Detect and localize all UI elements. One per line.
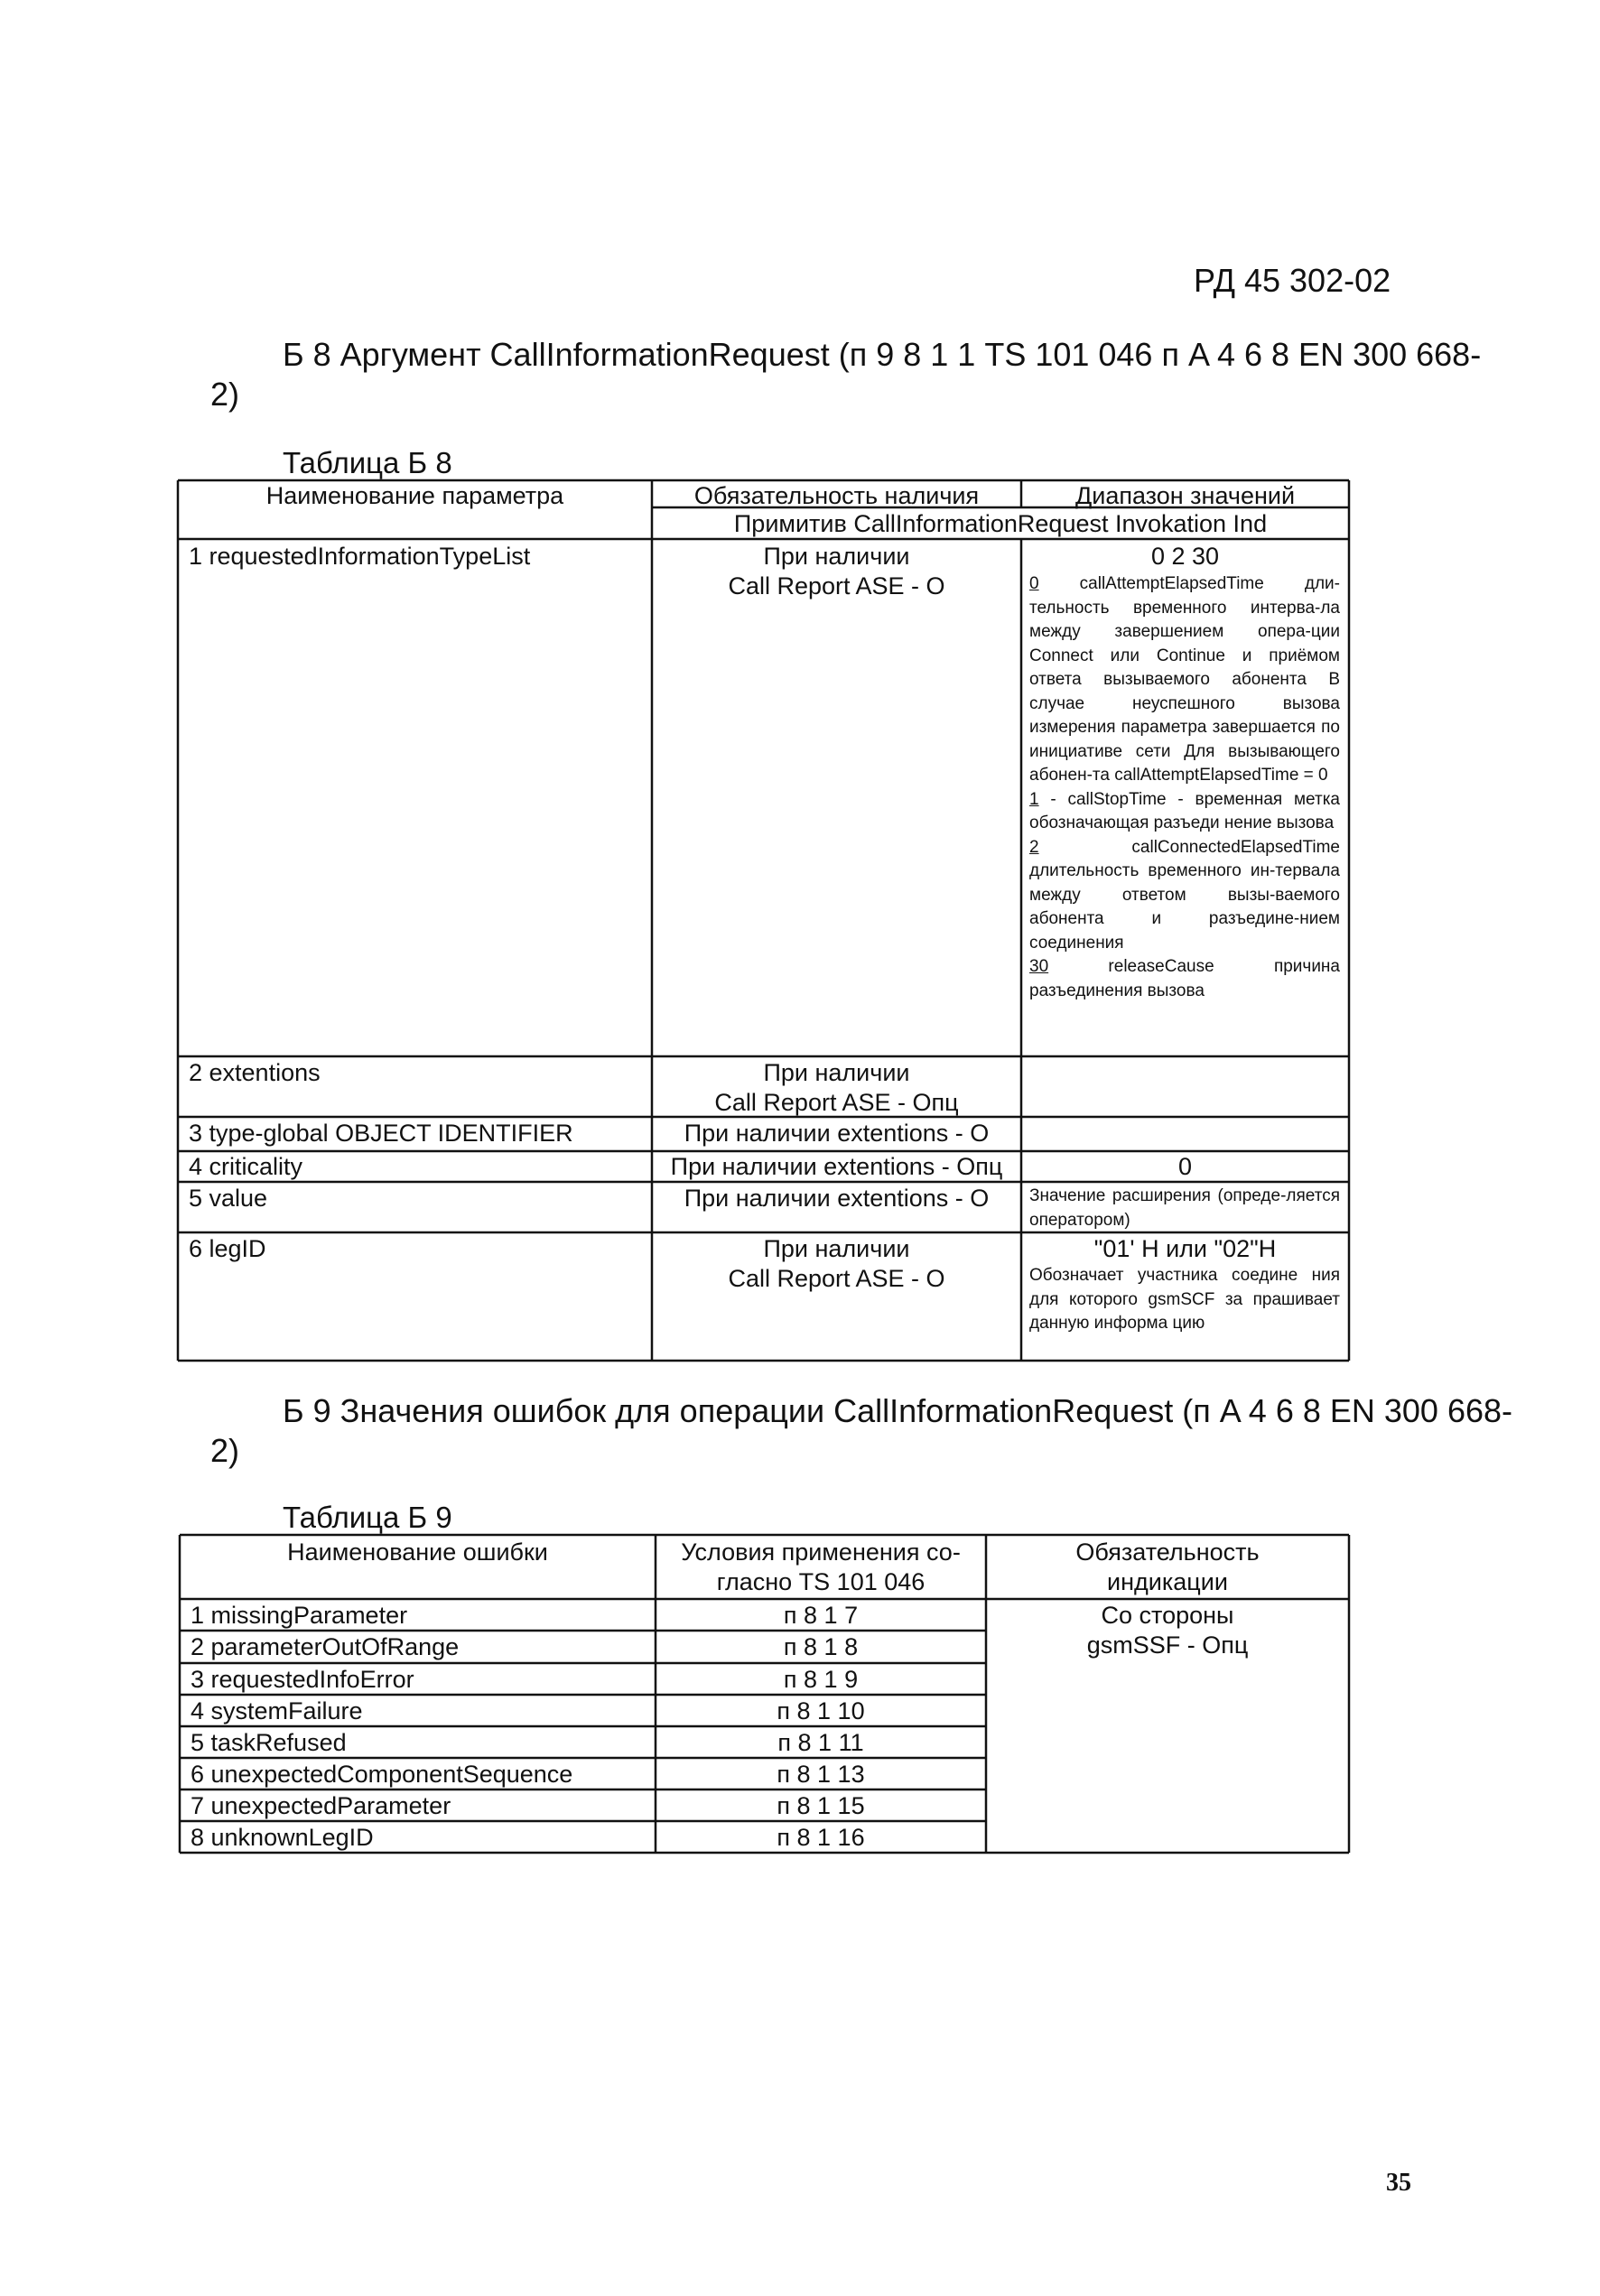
table-b9-row1-name: 1 missingParameter [191, 1602, 408, 1629]
table-b8-row4-name: 4 criticality [189, 1153, 303, 1180]
table-b8-col-presence: Обязательность наличия [693, 482, 980, 509]
table-b9-row3-name: 3 requestedInfoError [191, 1666, 414, 1693]
table-b8-row6-range: "01' H или "02"H [1093, 1235, 1277, 1262]
table-b9-row8-name: 8 unknownLegID [191, 1824, 374, 1851]
table-b9-col-indication: Обязательность индикации [1075, 1538, 1260, 1595]
section-b8-heading: Б 8 Аргумент CallInformationRequest (п 9 8 1 1 TS 101 046 п A 4 6 8 EN 300 668- [283, 336, 1482, 373]
table-b9-row5-clause: п 8 1 11 [777, 1729, 864, 1756]
table-b9-row8-clause: п 8 1 16 [777, 1824, 865, 1851]
range-item-0: 0 callAttemptElapsedTime дли-тельность временного интерва-ла между завершением опера-ции Connect или Continue и приёмом ответа вызываемого абонента В случае неуспешного вызова измерения параметра завершается по инициативе сети Для вызывающего абонен-та callAttemptElapsedTime = 0 [1029, 574, 1340, 785]
table-b9-row5-name: 5 taskRefused [191, 1729, 347, 1756]
table-b9-row7-name: 7 unexpectedParameter [191, 1792, 451, 1819]
table-b8-caption: Таблица Б 8 [283, 446, 452, 479]
table-b8-row1-presence: При наличии Call Report ASE - O [728, 543, 945, 600]
page-number: 35 [1386, 2169, 1411, 2197]
table-b8-row2-name: 2 extentions [189, 1059, 321, 1086]
table-b9-row3-clause: п 8 1 9 [783, 1666, 859, 1693]
table-b9-col-clause: Условия применения со-гласно TS 101 046 [681, 1538, 961, 1595]
table-b8-row5-name: 5 value [189, 1185, 268, 1212]
table-b8-row3-presence: При наличии extentions - O [684, 1120, 990, 1147]
table-b9-row6-clause: п 8 1 13 [777, 1761, 865, 1788]
section-b9-heading: Б 9 Значения ошибок для операции CallInformationRequest (п A 4 6 8 EN 300 668- [283, 1392, 1513, 1429]
table-b8-row6-presence: При наличии Call Report ASE - O [728, 1235, 945, 1292]
table-b8-col-name: Наименование параметра [265, 482, 564, 509]
table-b8-row4-presence: При наличии extentions - Опц [670, 1153, 1003, 1180]
table-b8-row3-name: 3 type-global OBJECT IDENTIFIER [189, 1120, 573, 1147]
table-b9-row7-clause: п 8 1 15 [777, 1792, 865, 1819]
document-code: РД 45 302-02 [1194, 262, 1391, 299]
table-b8-row1-name: 1 requestedInformationTypeList [189, 543, 531, 570]
table-b9-row4-clause: п 8 1 10 [777, 1697, 865, 1724]
section-b8-heading-cont: 2) [210, 376, 240, 413]
table-b9-row2-name: 2 parameterOutOfRange [191, 1633, 460, 1660]
table-b9-row1-clause: п 8 1 7 [783, 1602, 859, 1629]
range-item-3: 30 releaseCause причина разъединения вызова [1029, 957, 1340, 1000]
table-b9-row4-name: 4 systemFailure [191, 1697, 363, 1724]
table-b8-subheader: Примитив CallInformationRequest Invokation Ind [733, 510, 1268, 537]
range-item-1: 1 - callStopTime - временная метка обозначающая разъеди нение вызова [1029, 789, 1340, 832]
table-b8-row5-range: Значение расширения (опреде-ляется оператором) [1029, 1186, 1340, 1230]
table-b9-indication: Со стороны gsmSSF - Опц [1086, 1602, 1249, 1659]
table-b8-row4-range: 0 [1177, 1153, 1193, 1180]
table-b8-row6-range-desc: Обозначает участника соедине ния для которого gsmSCF за прашивает данную информа цию [1029, 1266, 1340, 1333]
table-b9-row6-name: 6 unexpectedComponentSequence [191, 1761, 573, 1788]
table-b9-col-name: Наименование ошибки [287, 1538, 548, 1566]
table-b8-row5-presence: При наличии extentions - O [684, 1185, 990, 1212]
table-b8-row1-range-title: 0 2 30 [1150, 543, 1220, 570]
section-b9-heading-cont: 2) [210, 1432, 240, 1469]
table-b8-col-range: Диапазон значений [1074, 482, 1296, 509]
table-b8-row6-name: 6 legID [189, 1235, 266, 1262]
table-b8-row2-presence: При наличии Call Report ASE - Опц [714, 1059, 959, 1116]
range-item-2: 2 callConnectedElapsedTime длительность временного ин-тервала между ответом вызы-ваемого абонента и разъедине-нием соединения [1029, 837, 1340, 953]
table-b9-caption: Таблица Б 9 [283, 1501, 452, 1534]
table-b9-row2-clause: п 8 1 8 [783, 1633, 859, 1660]
